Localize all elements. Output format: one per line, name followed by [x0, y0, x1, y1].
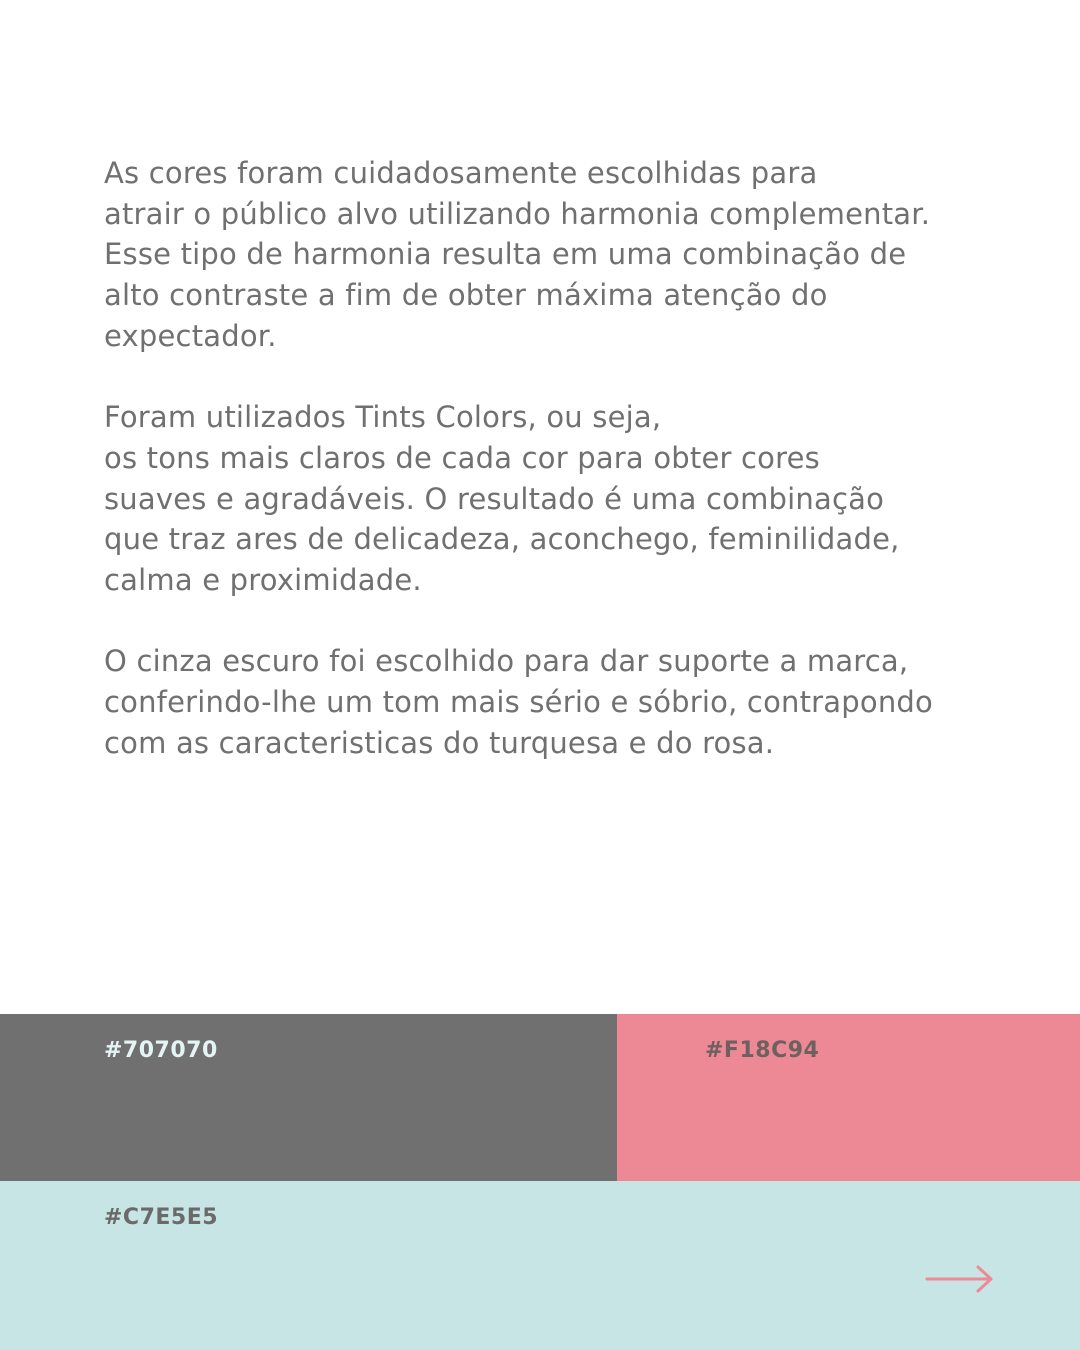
- paragraph-harmony: [104, 153, 1004, 357]
- text-line: suaves e agradáveis. O resultado é uma combinação: [104, 481, 885, 516]
- swatch-gray: [0, 1014, 617, 1181]
- swatch-teal-hex-label: #C7E5E5: [104, 1205, 219, 1230]
- text-line: alto contraste a fim de obter máxima atenção do: [104, 278, 828, 313]
- text-line: Foram utilizados Tints Colors, ou seja,: [104, 400, 662, 435]
- text-line: com as caracteristicas do turquesa e do rosa.: [104, 725, 775, 760]
- arrow-right-icon[interactable]: [925, 1262, 995, 1296]
- text-line: Esse tipo de harmonia resulta em uma combinação de: [104, 237, 907, 272]
- swatch-pink: [617, 1014, 1080, 1181]
- text-line: que traz ares de delicadeza, aconchego, feminilidade,: [104, 522, 900, 557]
- text-line: O cinza escuro foi escolhido para dar suporte a marca,: [104, 644, 909, 679]
- text-line: expectador.: [104, 318, 277, 353]
- paragraph-tints: [104, 397, 1004, 601]
- text-line: os tons mais claros de cada cor para obter cores: [104, 440, 820, 475]
- description-text: [104, 153, 1004, 804]
- paragraph-gray: [104, 641, 1004, 763]
- text-line: atrair o público alvo utilizando harmonia complementar.: [104, 196, 931, 231]
- text-line: As cores foram cuidadosamente escolhidas para: [104, 156, 818, 190]
- text-line: calma e proximidade.: [104, 563, 422, 598]
- swatch-gray-hex-label: #707070: [104, 1038, 218, 1063]
- swatch-teal: [0, 1181, 1080, 1350]
- swatch-pink-hex-label: #F18C94: [705, 1038, 820, 1063]
- text-line: conferindo-lhe um tom mais sério e sóbrio, contrapondo: [104, 685, 933, 720]
